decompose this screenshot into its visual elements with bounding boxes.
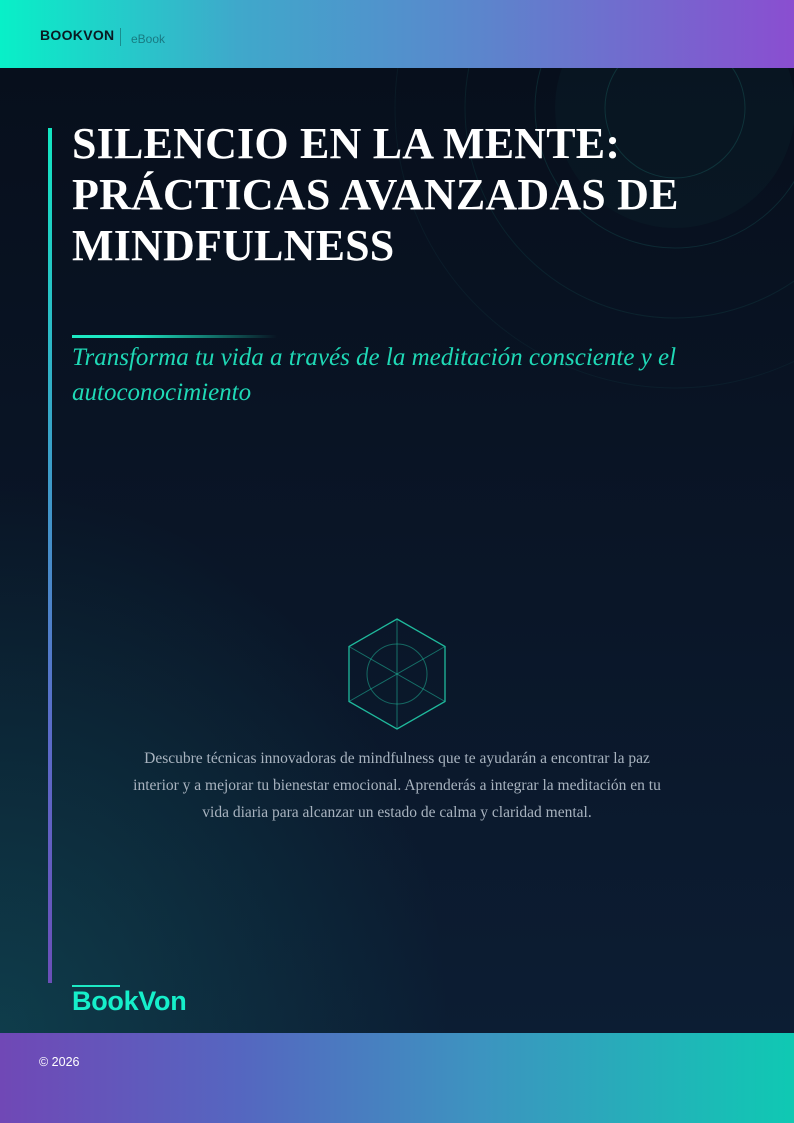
header-divider: [120, 28, 121, 46]
header-brand: BOOKVON: [40, 27, 115, 43]
accent-bar: [48, 128, 52, 983]
book-subtitle: Transforma tu vida a través de la meditación consciente y el autoconocimiento: [72, 344, 677, 406]
cover-area: [0, 68, 794, 1033]
book-title: SILENCIO EN LA MENTE: PRÁCTICAS AVANZADAS DE MINDFULNESS: [72, 119, 679, 270]
hexagon-circle-emblem-icon: [0, 608, 794, 743]
header-bar: [0, 0, 794, 68]
header-tag: eBook: [131, 32, 166, 46]
subtitle-rule: [72, 335, 277, 338]
footer-bar: [0, 1033, 794, 1123]
brand-logo: BookVon: [72, 986, 187, 1016]
copyright-text: © 2026: [39, 1055, 80, 1069]
book-description: Descubre técnicas innovadoras de mindfulness que te ayudarán a encontrar la paz interior y a mejorar tu bienestar emocional. Aprenderás a integrar la meditación en tu vida diaria para alcanzar un estado de calma y claridad mental.: [133, 750, 661, 821]
